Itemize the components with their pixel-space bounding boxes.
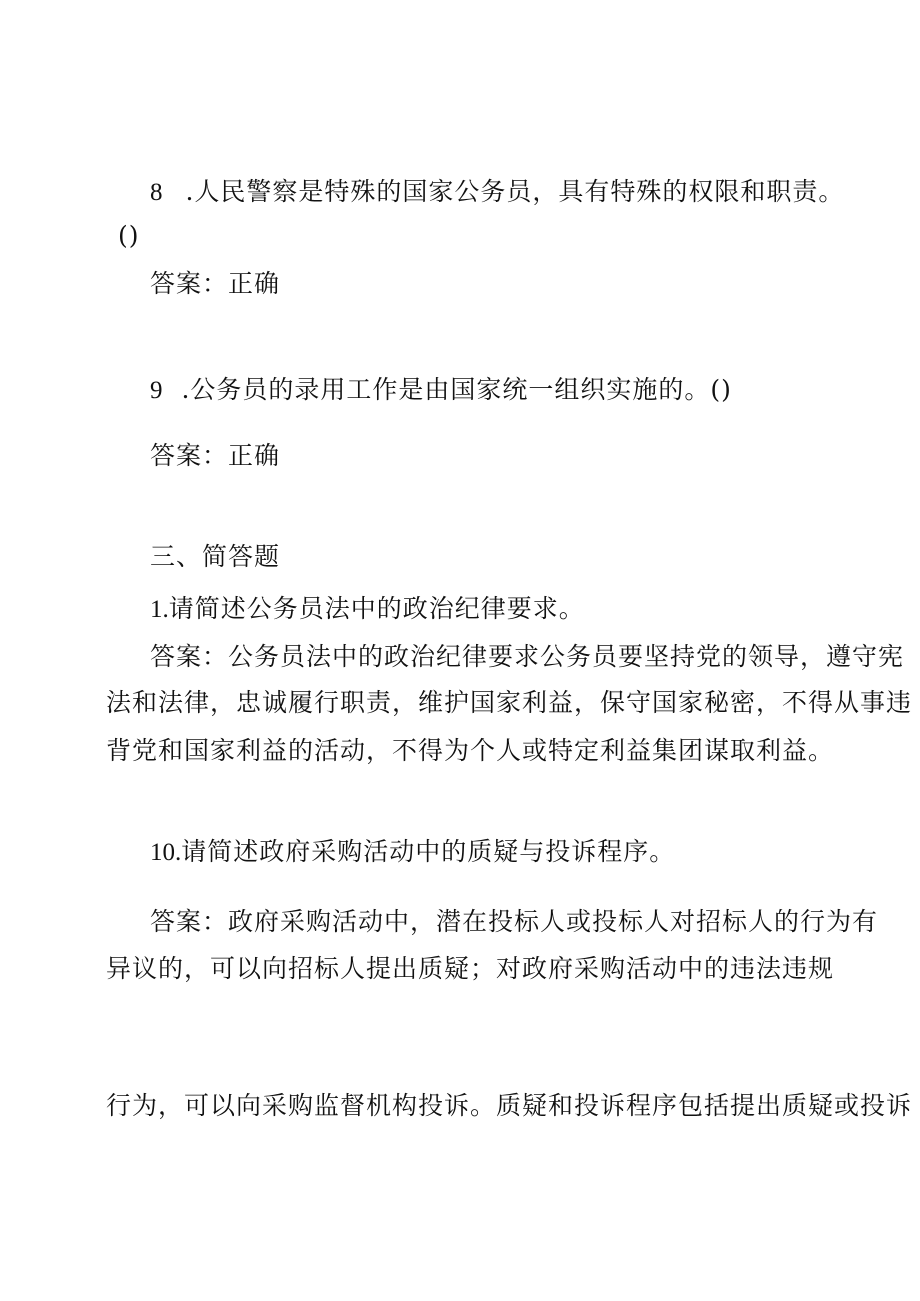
short-question-1-answer-line: 背党和国家利益的活动，不得为个人或特定利益集团谋取利益。 xyxy=(106,736,835,765)
question-9-text: .公务员的录用工作是由国家统一组织实施的。() xyxy=(181,375,732,404)
short-question-1-text: 请简述公务员法中的政治纪律要求。 xyxy=(168,594,585,623)
short-question-1 xyxy=(150,593,585,626)
question-8 xyxy=(150,176,844,209)
short-question-10-number: 10. xyxy=(150,839,182,866)
short-question-1-answer-line: 答案：公务员法中的政治纪律要求公务员要坚持党的领导，遵守宪 xyxy=(150,642,905,671)
short-question-10-answer-line: 行为，可以向采购监督机构投诉。质疑和投诉程序包括提出质疑或投诉 xyxy=(106,1091,913,1120)
question-8-answer: 答案：正确 xyxy=(150,269,281,298)
question-9-number: 9 xyxy=(150,377,163,404)
question-9-answer: 答案：正确 xyxy=(150,441,281,470)
section-heading: 三、简答题 xyxy=(150,542,281,571)
short-question-10-answer-line: 答案：政府采购活动中，潜在投标人或投标人对招标人的行为有 xyxy=(150,907,879,936)
short-question-1-answer-line: 法和法律，忠诚履行职责，维护国家利益，保守国家秘密，不得从事违 xyxy=(106,688,913,717)
question-8-number: 8 xyxy=(150,179,163,206)
question-9 xyxy=(150,374,732,407)
short-question-1-number: 1. xyxy=(150,596,169,623)
short-question-10-answer-line: 异议的，可以向招标人提出质疑；对政府采购活动中的违法违规 xyxy=(106,954,835,983)
question-8-text: .人民警察是特殊的国家公务员，具有特殊的权限和职责。 xyxy=(185,177,845,206)
question-8-paren: () xyxy=(118,221,140,250)
short-question-10-text: 请简述政府采购活动中的质疑与投诉程序。 xyxy=(181,837,676,866)
short-question-10 xyxy=(150,836,675,869)
